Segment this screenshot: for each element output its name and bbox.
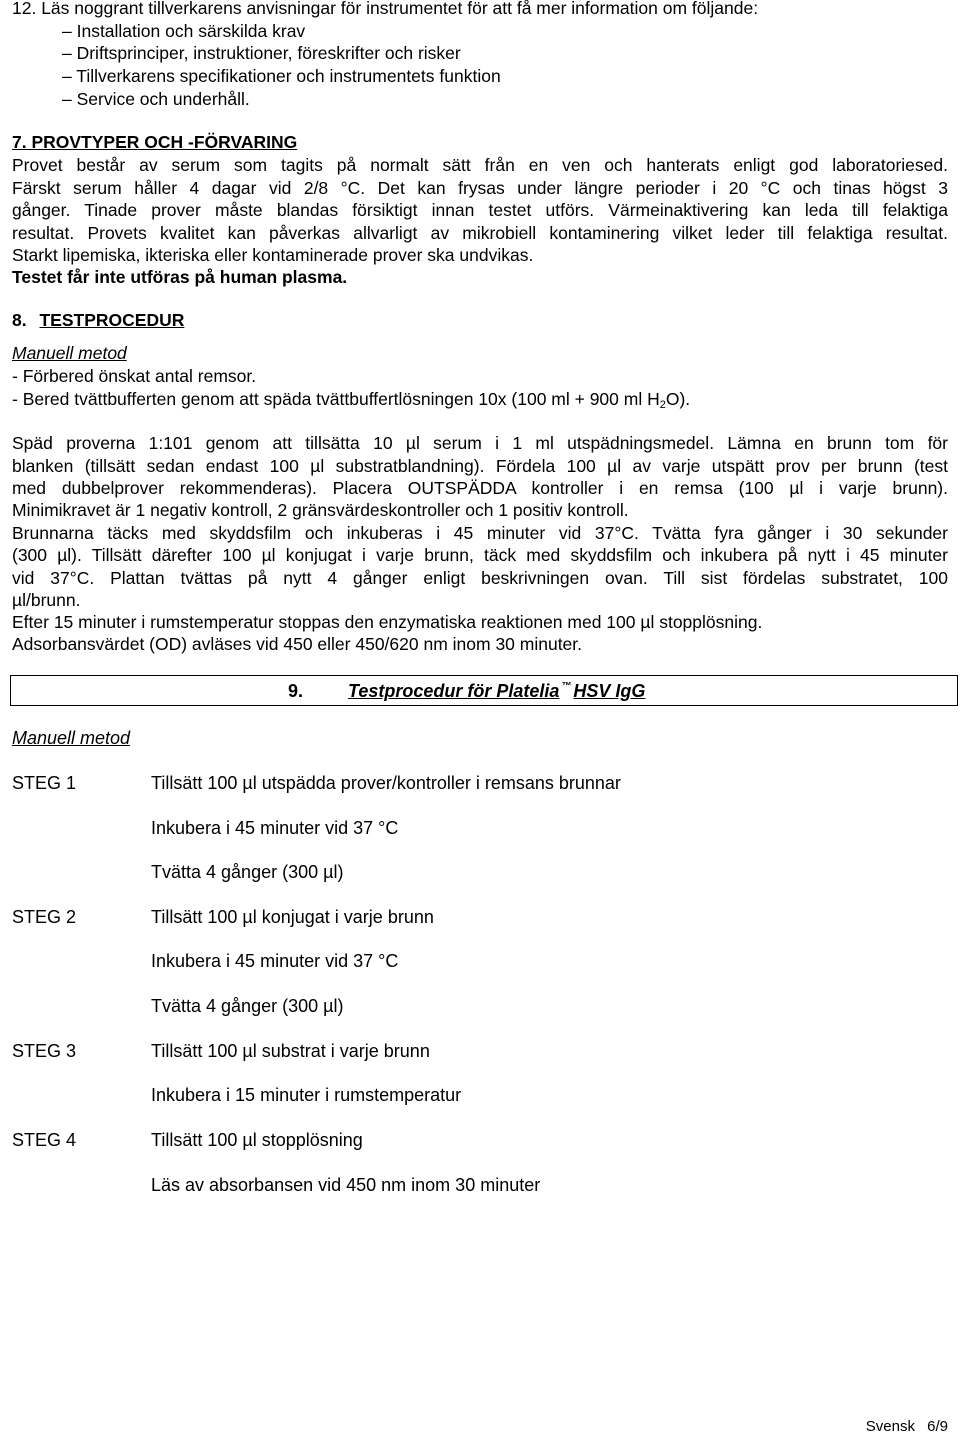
sec12-item: – Tillverkarens specifikationer och instrumentets funktion: [62, 66, 501, 86]
step-label: STEG 1: [12, 773, 77, 793]
sec7-heading-text: 7. PROVTYPER OCH -FÖRVARING: [12, 132, 298, 152]
sec8-method: Manuell metod: [12, 343, 127, 363]
sec9-title: [288, 680, 645, 707]
sec7-line: Färskt serum håller 4 dagar vid 2/8 °C. Det kan frysas under längre perioder i 20 °C och tinas högst 3: [12, 178, 948, 198]
sec8-step-tail: O).: [665, 389, 691, 409]
step-text: Inkubera i 45 minuter vid 37 °C: [151, 951, 399, 971]
sec9-num: 9.: [288, 681, 304, 701]
sec8-para-line: (300 µl). Tillsätt därefter 100 µl konjugat i varje brunn, täck med skyddsfilm och inkubera på nytt i 45 minuter: [12, 545, 948, 565]
step-text: Inkubera i 45 minuter vid 37 °C: [151, 818, 399, 838]
step-text: Läs av absorbansen vid 450 nm inom 30 minuter: [151, 1175, 541, 1195]
footer-language: Svensk: [865, 1418, 915, 1435]
sec8-step: [12, 388, 948, 411]
sec7-line: gånger. Tinade prover måste blandas försiktigt innan testet utförs. Värmeinaktivering kan leda till felaktiga: [12, 200, 948, 220]
sec8-step: - Förbered önskat antal remsor.: [12, 366, 257, 386]
step-label: STEG 4: [12, 1130, 77, 1150]
sec8-title: TESTPROCEDUR: [39, 310, 185, 330]
sec12-item: – Installation och särskilda krav: [62, 21, 306, 41]
trademark-symbol: ™: [561, 681, 572, 692]
sec7-line: resultat. Provets kvalitet kan påverkas allvarligt av mikrobiell kontaminering vilket leder till felaktiga resultat.: [12, 223, 948, 243]
step-text: Tillsätt 100 µl konjugat i varje brunn: [151, 907, 434, 927]
sec7-line: Provet består av serum som tagits på normalt sätt från en ven och hanterats enligt god laboratoriesed.: [12, 155, 948, 175]
sec12-item: – Driftsprinciper, instruktioner, föreskrifter och risker: [62, 43, 461, 63]
sec9-title-b: HSV IgG: [573, 681, 646, 701]
sec12-intro: 12. Läs noggrant tillverkarens anvisningar för instrumentet för att få mer information om följande:: [12, 0, 759, 18]
sec8-para-line: Minimikravet är 1 negativ kontroll, 2 gränsvärdeskontroller och 1 positiv kontroll.: [12, 500, 629, 520]
subscript: 2: [659, 399, 666, 411]
sec7-warning: Testet får inte utföras på human plasma.: [12, 267, 348, 287]
sec8-para-line: µl/brunn.: [12, 590, 81, 610]
page-number: 6/9: [927, 1418, 948, 1435]
step-label: STEG 3: [12, 1041, 77, 1061]
sec7-line: Starkt lipemiska, ikteriska eller kontaminerade prover ska undvikas.: [12, 245, 534, 265]
sec8-para-line: Efter 15 minuter i rumstemperatur stoppas den enzymatiska reaktionen med 100 µl stopplösning.: [12, 612, 763, 632]
sec8-para-line: Adsorbansvärdet (OD) avläses vid 450 eller 450/620 nm inom 30 minuter.: [12, 634, 583, 654]
sec8-para-line: Späd proverna 1:101 genom att tillsätta 10 µl serum i 1 ml utspädningsmedel. Lämna en brunn tom för: [12, 433, 948, 453]
step-text: Tillsätt 100 µl utspädda prover/kontroller i remsans brunnar: [151, 773, 621, 793]
page-footer: [866, 1418, 948, 1436]
step-text: Tvätta 4 gånger (300 µl): [151, 862, 344, 882]
sec8-para-line: med dubbelprover rekommenderas). Placera OUTSPÄDDA kontroller i en remsa (100 µl i varje brunn).: [12, 478, 948, 498]
step-text: Tillsätt 100 µl substrat i varje brunn: [151, 1041, 430, 1061]
sec8-para-line: vid 37°C. Plattan tvättas på nytt 4 gånger enligt beskrivningen ovan. Till sist fördelas substratet, 100: [12, 568, 948, 588]
sec8-num: 8.: [12, 310, 27, 330]
step-text: Tvätta 4 gånger (300 µl): [151, 996, 344, 1016]
sec8-para-line: Brunnarna täcks med skyddsfilm och inkuberas i 45 minuter vid 37°C. Tvätta fyra gånger i 30 sekunder: [12, 523, 948, 543]
step-label: STEG 2: [12, 907, 77, 927]
sec8-step-text: - Bered tvättbufferten genom att späda tvättbuffertlösningen 10x (100 ml + 900 ml H: [12, 389, 660, 409]
sec9-title-a: Testprocedur för Platelia: [348, 681, 560, 701]
sec7-heading: [12, 131, 948, 154]
sec9-method: Manuell metod: [12, 728, 131, 748]
step-text: Tillsätt 100 µl stopplösning: [151, 1130, 363, 1150]
sec8-heading: [12, 309, 948, 332]
sec12-item: – Service och underhåll.: [62, 89, 250, 109]
sec8-para-line: blanken (tillsätt sedan endast 100 µl substratblandning). Fördela 100 µl av varje utspätt prov per brunn (test: [12, 456, 948, 476]
step-text: Inkubera i 15 minuter i rumstemperatur: [151, 1085, 462, 1105]
